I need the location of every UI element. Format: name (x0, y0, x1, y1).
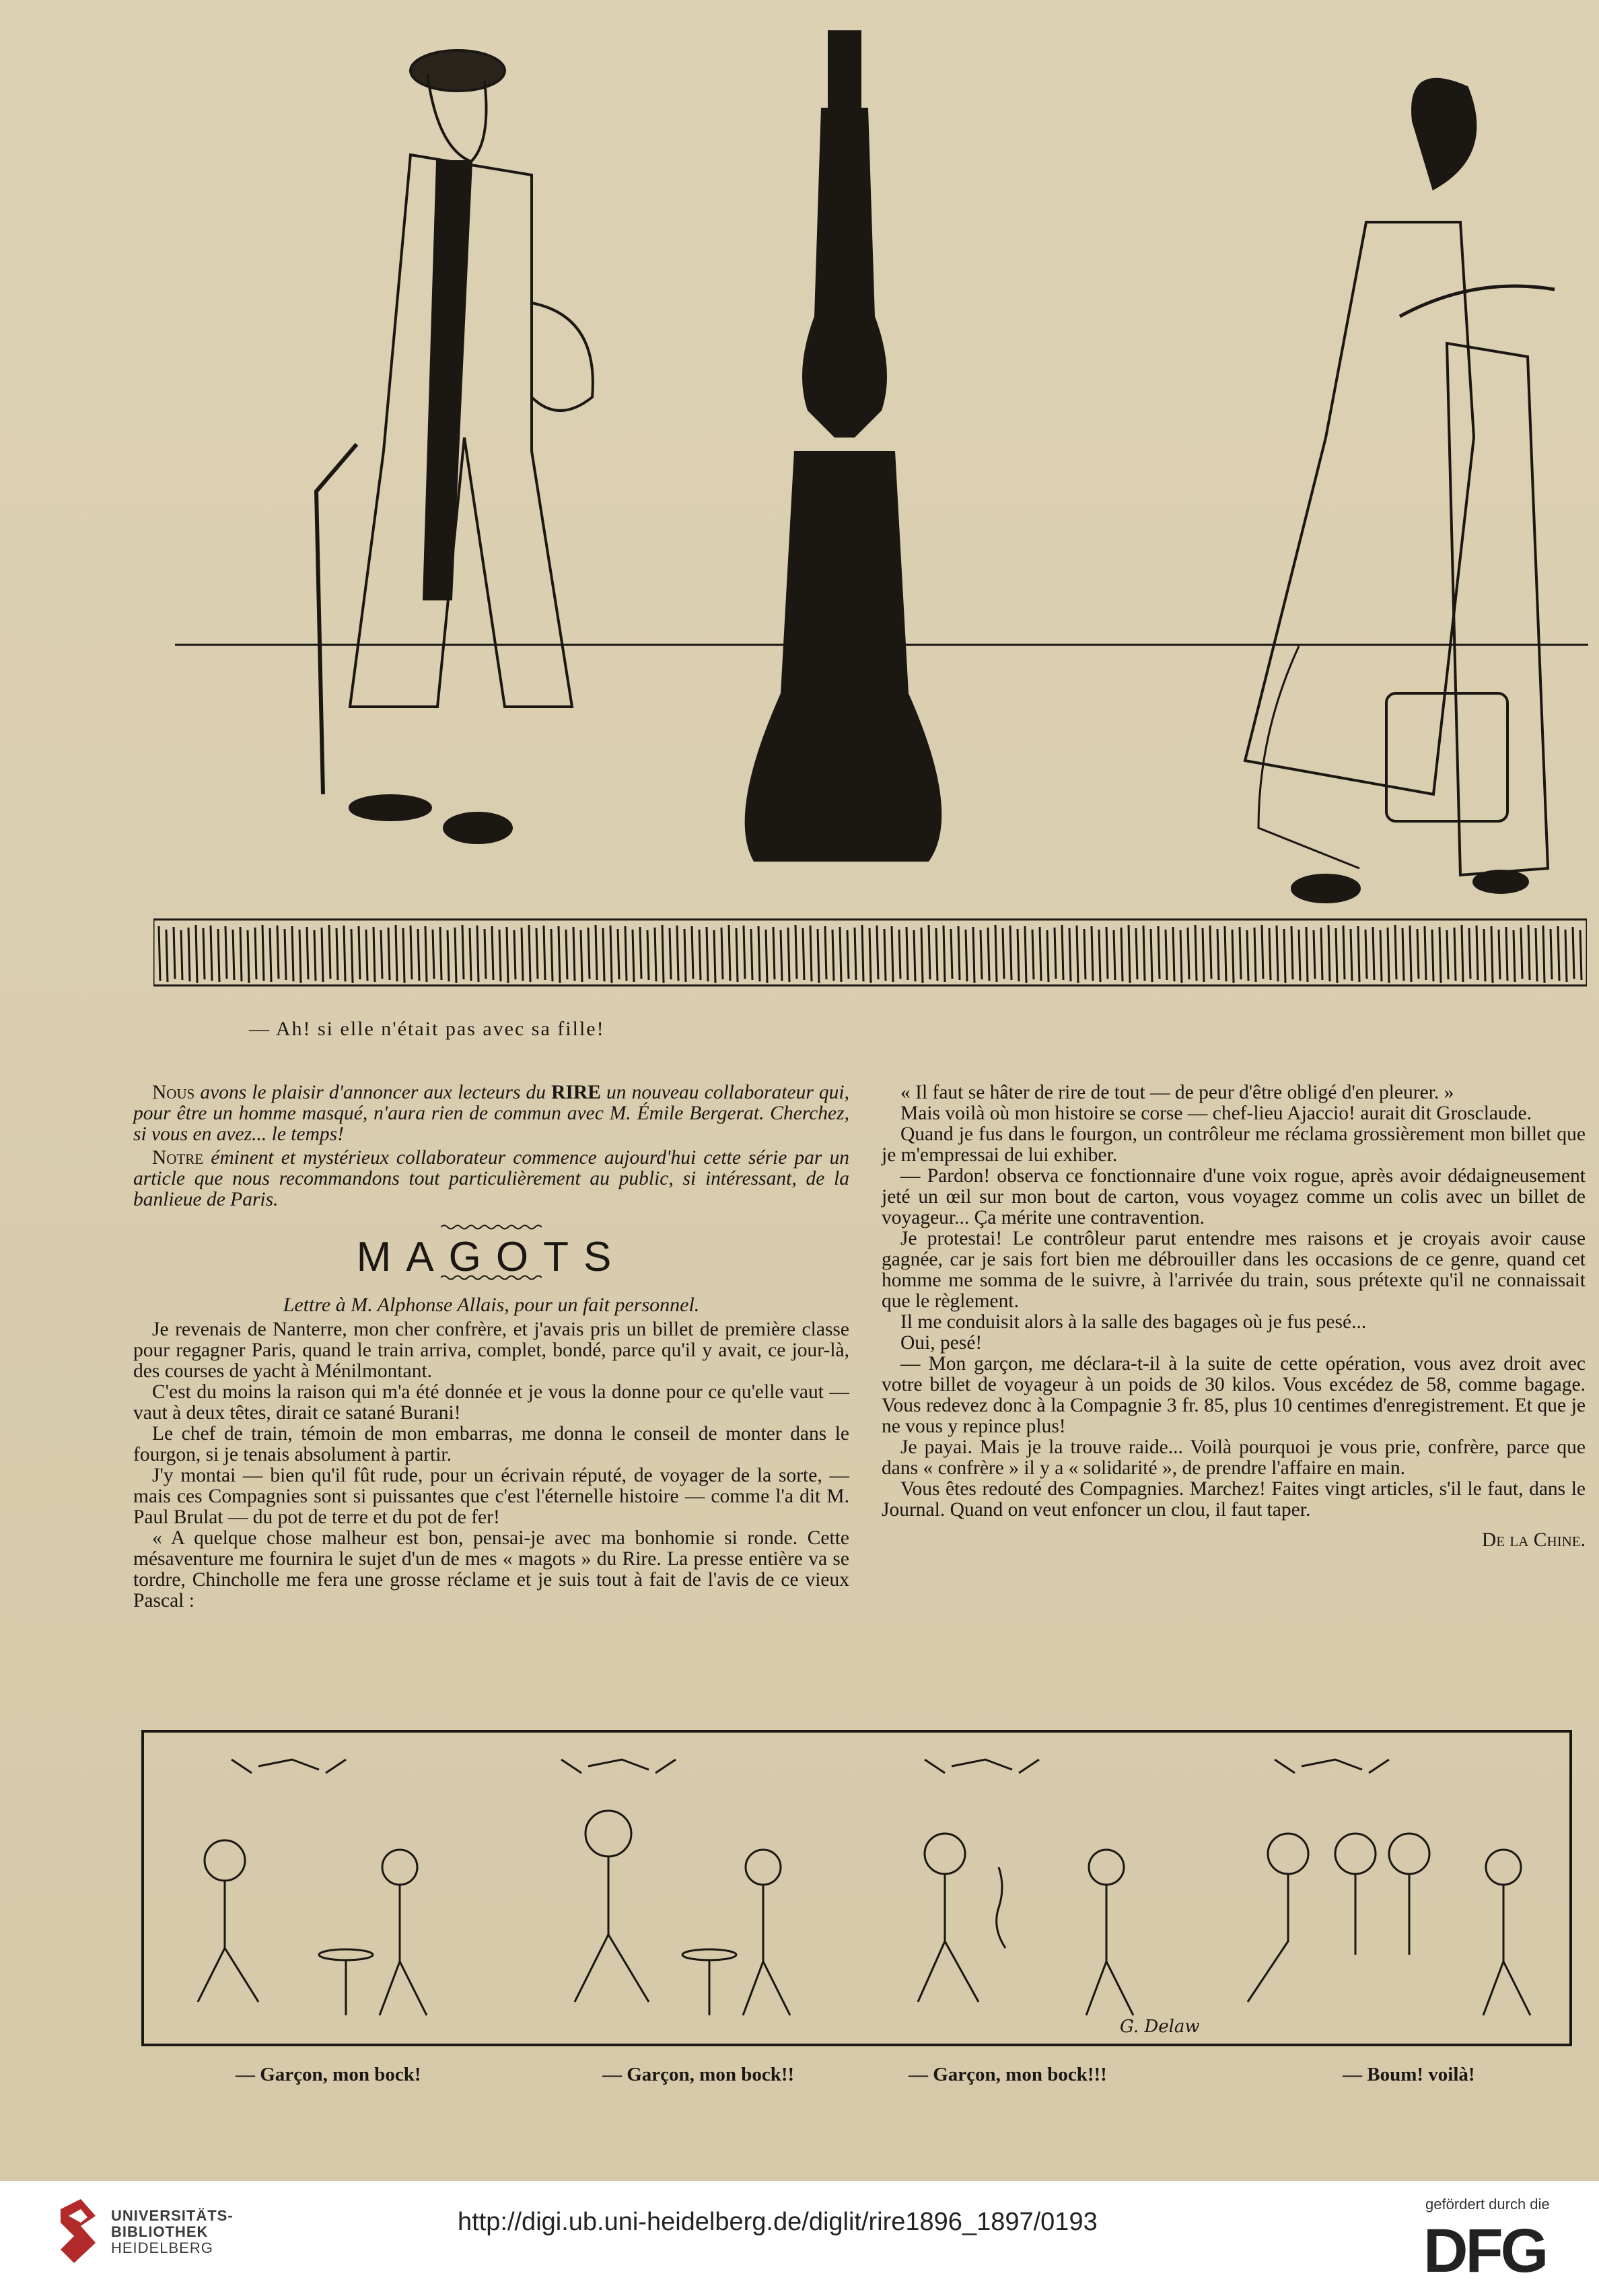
article-subtitle: Lettre à M. Alphonse Allais, pour un fait personnel. (283, 1294, 700, 1316)
hatch-stroke (1388, 928, 1389, 983)
hatch-stroke (640, 927, 641, 979)
hatch-stroke (1121, 928, 1123, 981)
hatch-stroke (1269, 928, 1271, 980)
hatch-stroke (721, 928, 723, 979)
hatch-stroke (1314, 930, 1315, 979)
article-signature: De la Chine. (1481, 1529, 1586, 1551)
hatch-stroke (758, 926, 760, 981)
right-column (882, 1082, 1586, 1551)
hatch-stroke (1129, 925, 1130, 983)
hatch-stroke (1240, 927, 1241, 979)
hatch-stroke (1232, 930, 1234, 983)
hatch-stroke (1143, 926, 1145, 981)
hatch-stroke (174, 927, 175, 979)
hatch-stroke (1543, 926, 1544, 983)
article-paragraph: Quand je fus dans le fourgon, un contrôleur me réclama grossièrement mon billet que je m'empressai de lui exhiber. (882, 1123, 1586, 1166)
hatch-stroke (744, 926, 745, 979)
artist-signature: G. Delaw (1120, 2017, 1200, 2037)
hatch-stroke (1432, 930, 1433, 981)
strip-caption-4: — Boum! voilà! (1343, 2064, 1475, 2085)
hatch-stroke (411, 926, 412, 979)
hatch-stroke (921, 928, 923, 983)
hatch-stroke (307, 927, 308, 979)
hatch-stroke (366, 930, 367, 981)
lamp-post (745, 30, 942, 862)
hatch-stroke (425, 926, 427, 982)
hatch-stroke (832, 930, 834, 981)
article-paragraph: Je protestai! Le contrôleur parut entendre mes raisons et je croyais avoir cause gagnée, car je sais fort bien me débrouiller dans les occasions de ce genre, quand cet homme me somma de le suivre, à l'arrivée du train, sous prétexte qu'il ne connaissait que le règlement. (882, 1228, 1586, 1312)
article-paragraph: Le chef de train, témoin de mon embarras, me donna le conseil de monter dans le fourgon, si je tenais absolument à partir. (133, 1423, 849, 1465)
hatch-stroke (1580, 930, 1582, 980)
man-figure (316, 50, 593, 843)
hatch-stroke (1395, 925, 1396, 979)
hatch-stroke (1151, 929, 1152, 982)
library-name: UNIVERSITÄTS- BIBLIOTHEK HEIDELBERG (111, 2207, 234, 2256)
hatch-stroke (248, 930, 249, 983)
hatch-stroke (233, 930, 234, 980)
hatch-stroke (662, 925, 664, 983)
comic-strip-drawing (144, 1733, 1569, 2044)
hatch-stroke (240, 927, 242, 981)
left-column (133, 1082, 849, 1611)
hatch-stroke (255, 928, 256, 979)
hatch-stroke (707, 927, 708, 981)
hatch-stroke (1284, 929, 1285, 983)
hatch-stroke (336, 928, 338, 980)
hatch-stroke (795, 925, 797, 979)
hatch-stroke (847, 930, 849, 979)
hatch-stroke (677, 926, 678, 981)
hatch-stroke (966, 930, 967, 981)
dfg-logo: DFG (1423, 2217, 1547, 2285)
hatch-stroke (862, 925, 863, 981)
hatch-stroke (1425, 926, 1426, 980)
hatch-stroke (188, 928, 190, 981)
hatch-stroke (1166, 930, 1167, 980)
hatch-stroke (1402, 928, 1404, 981)
hatch-stroke (1462, 925, 1463, 982)
hatch-stroke (403, 928, 404, 983)
hatch-stroke (566, 930, 567, 979)
hatch-stroke (929, 925, 930, 979)
hatch-stroke (1536, 928, 1537, 981)
hatch-stroke (1491, 926, 1493, 983)
hatch-stroke (995, 925, 997, 982)
hatch-stroke (1380, 930, 1382, 981)
hatch-stroke (877, 926, 878, 979)
hatch-stroke (1358, 926, 1359, 982)
hatch-stroke (973, 927, 974, 983)
hatch-stroke (203, 928, 205, 979)
hatch-stroke (1069, 928, 1071, 981)
hatch-stroke (588, 928, 590, 979)
hatch-stroke (1003, 928, 1004, 979)
hatch-stroke (633, 930, 634, 982)
hatch-stroke (1047, 930, 1049, 982)
panel-4 (1248, 1760, 1530, 2015)
article-paragraph: — Mon garçon, me déclara-t-il à la suite de cette opération, vous avez droit avec votre billet de voyageur à un poids de 30 kilos. Vous excédez de 58, comme bagage. Vous redevez donc à la Compagnie 3 fr. 85, plus 10 centimes d'enregistrement. Et que je ne vous y repince plus! (882, 1353, 1586, 1437)
ornament-divider (441, 1224, 542, 1230)
hatch-stroke (751, 929, 752, 980)
intro-paragraph-2: Notre éminent et mystérieux collaborateur commence aujourd'hui cette série par un article que nous recommandons tout particulièrement au public, si intéressant, de la banlieue de Paris. (133, 1147, 849, 1210)
illustration-caption: — Ah! si elle n'était pas avec sa fille! (249, 1018, 605, 1040)
hatch-stroke (181, 930, 182, 980)
hatch-stroke (699, 930, 701, 980)
hatch-stroke (299, 930, 301, 983)
hatch-stroke (196, 925, 197, 983)
hatch-stroke (914, 930, 915, 981)
hatch-stroke (884, 929, 886, 981)
hatch-stroke (485, 929, 486, 979)
hatch-stroke (1055, 928, 1056, 979)
hatch-stroke (1136, 928, 1137, 979)
panel-3 (918, 1760, 1133, 2015)
hatch-stroke (1440, 927, 1441, 983)
hatch-stroke (781, 930, 782, 981)
hatch-stroke (270, 928, 271, 982)
article-paragraph: Je revenais de Nanterre, mon cher confrère, et j'avais pris un billet de première classe pour regagner Paris, quand le train arriva, complet, bondé, parce qu'il y avait, ce jour-là, des courses de yacht à Ménilmontant. (133, 1319, 849, 1382)
hatch-stroke (899, 930, 900, 979)
hatch-stroke (1573, 927, 1574, 979)
hatch-stroke (396, 925, 397, 981)
hatch-stroke (1099, 930, 1100, 982)
hatch-stroke (1551, 929, 1552, 979)
hatch-stroke (314, 930, 316, 981)
hatch-stroke (573, 927, 575, 981)
article-title: MAGOTS (356, 1234, 627, 1280)
hatch-stroke (603, 928, 604, 981)
hatch-stroke (766, 930, 767, 983)
hatch-stroke (958, 926, 960, 980)
hatch-stroke (1114, 930, 1115, 980)
hatch-stroke (647, 930, 649, 980)
hatch-stroke (892, 926, 893, 982)
hatch-stroke (714, 930, 715, 983)
hatch-stroke (218, 929, 219, 982)
hatch-stroke (351, 929, 353, 983)
hatch-stroke (655, 928, 656, 981)
hatch-stroke (1173, 927, 1174, 981)
hatch-stroke (1277, 926, 1278, 981)
hatch-stroke (692, 926, 693, 979)
hatch-stroke (1528, 925, 1530, 980)
hatch-stroke (1365, 930, 1367, 979)
hatch-stroke (292, 926, 293, 981)
hatch-stroke (166, 930, 168, 982)
panel-1 (198, 1760, 427, 2015)
hatch-stroke (1565, 930, 1567, 982)
hatch-stroke (988, 928, 989, 981)
hatch-stroke (1217, 929, 1219, 980)
hatch-stroke (1447, 930, 1448, 979)
hatch-stroke (1321, 928, 1322, 980)
hatch-stroke (262, 925, 264, 981)
hatch-stroke (907, 927, 908, 980)
hatch-stroke (1158, 926, 1160, 979)
editorial-intro (133, 1082, 849, 1210)
mother-daughter-figure (1245, 79, 1555, 902)
hatch-stroke (1558, 926, 1559, 981)
hatch-stroke (1262, 925, 1263, 979)
hatch-stroke (773, 927, 775, 979)
hatch-stroke (1484, 929, 1485, 981)
strip-caption-1: — Garçon, mon bock! (236, 2064, 421, 2085)
hatch-stroke (1025, 926, 1026, 983)
university-logo-icon (54, 2196, 102, 2270)
hatch-stroke (381, 930, 382, 979)
hatch-stroke (788, 928, 789, 982)
hatch-stroke (1210, 926, 1211, 979)
hatch-stroke (869, 928, 871, 983)
footer-bar (0, 2181, 1599, 2296)
hatch-stroke (1092, 926, 1093, 981)
article-paragraph: — Pardon! observa ce fonctionnaire d'une voix rogue, après avoir dédaigneusement jeté un œil sur mon bout de carton, vous voyagez comme un colis avec un billet de voyageur... Ça mérite une contravention. (882, 1165, 1586, 1228)
hatch-stroke (1180, 930, 1182, 983)
hatch-stroke (1225, 926, 1226, 981)
hatch-stroke (1410, 926, 1411, 982)
hatch-stroke (610, 926, 612, 983)
article-paragraph: « Il faut se hâter de rire de tout — de peur d'être obligé d'en pleurer. » (900, 1082, 1454, 1103)
hatch-stroke (388, 928, 390, 980)
hatch-stroke (810, 926, 812, 981)
hatch-stroke (803, 928, 804, 980)
hatch-stroke (1306, 927, 1308, 982)
hatch-stroke (499, 930, 501, 981)
hatch-stroke (1247, 930, 1248, 981)
hatch-stroke (359, 926, 360, 979)
comic-strip (141, 1730, 1572, 2046)
document-url[interactable]: http://digi.ub.uni-heidelberg.de/diglit/rire1896_1897/0193 (458, 2208, 1098, 2236)
hatch-stroke (522, 928, 523, 981)
hatch-stroke (1454, 928, 1456, 981)
hatch-stroke (470, 928, 471, 981)
hatch-stroke (1040, 927, 1041, 981)
top-illustration (155, 20, 1595, 929)
hatch-stroke (1032, 930, 1034, 979)
hatch-stroke (492, 926, 493, 980)
funding-label: gefördert durch die (1425, 2196, 1550, 2213)
hatch-stroke (1328, 925, 1330, 981)
hatch-stroke (322, 928, 323, 982)
article-paragraph: C'est du moins la raison qui m'a été donnée et je vous la donne pour ce qu'elle vaut — vaut à deux têtes, dirait ce satané Burani! (133, 1381, 849, 1424)
hatch-stroke (625, 926, 627, 981)
hatch-stroke (736, 928, 738, 982)
hatch-stroke (936, 928, 937, 981)
hatch-stroke (544, 926, 545, 980)
hatch-stroke (825, 926, 826, 979)
article-paragraph: Oui, pesé! (900, 1332, 983, 1354)
hatch-stroke (1106, 927, 1108, 979)
hatch-stroke (159, 926, 160, 981)
hatch-stroke (448, 930, 449, 981)
hatch-stroke (277, 926, 279, 979)
hatch-stroke (581, 930, 582, 982)
hatch-stroke (1062, 925, 1063, 980)
hatch-stroke (729, 925, 730, 981)
hatch-stroke (211, 926, 212, 981)
strip-caption-3: — Garçon, mon bock!!! (909, 2064, 1107, 2085)
hatch-stroke (1195, 925, 1197, 981)
hatch-stroke (344, 926, 345, 981)
hatch-stroke (285, 929, 286, 980)
hatch-stroke (1477, 926, 1478, 980)
hatch-stroke (433, 930, 434, 979)
hatch-stroke (618, 929, 619, 979)
hatch-stroke (1506, 927, 1507, 981)
hatch-stroke (536, 928, 538, 979)
hatch-stroke (684, 929, 686, 982)
hatch-stroke (1018, 929, 1019, 981)
article-paragraph: J'y montai — bien qu'il fût rude, pour un écrivain réputé, de voyager de la sorte, — mais ces Compagnies sont si puissantes que c'est l'éternelle histoire — comme l'a dit M. Paul Brulat — du pot de terre et du pot de fer! (133, 1465, 849, 1528)
hatch-stroke (477, 926, 478, 982)
hatch-stroke (944, 926, 945, 982)
article-paragraph: Il me conduisit alors à la salle des bagages où je fus pesé... (900, 1311, 1367, 1333)
hatch-stroke (855, 928, 856, 980)
hatch-stroke (1343, 926, 1345, 979)
hatch-stroke (1514, 930, 1515, 982)
hatch-stroke (1499, 930, 1500, 979)
hatch-stroke (1291, 926, 1293, 979)
article-paragraph: Mais voilà où mon histoire se corse — chef-lieu Ajaccio! aurait dit Grosclaude. (900, 1103, 1532, 1124)
hatch-stroke (1188, 928, 1189, 979)
hatch-stroke (529, 925, 530, 982)
hatch-stroke (596, 925, 597, 980)
hatch-stroke (1254, 928, 1256, 982)
hatch-stroke (1203, 928, 1204, 982)
hatch-stroke (374, 927, 375, 982)
hatch-stroke (225, 926, 227, 979)
hatch-stroke (514, 930, 516, 979)
hatch-stroke (1336, 928, 1337, 983)
hatch-stroke (462, 925, 464, 979)
hatch-stroke (329, 925, 330, 979)
hatch-stroke (559, 926, 560, 983)
hatch-stroke (507, 927, 508, 983)
hatch-stroke (1010, 926, 1011, 980)
panel-2 (561, 1760, 790, 2015)
hatch-stroke (1077, 926, 1078, 983)
hatch-stroke (670, 928, 671, 979)
hatch-stroke (1373, 927, 1374, 980)
article-paragraph: Vous êtes redouté des Compagnies. Marchez! Faites vingt articles, s'il le faut, dans le Journal. Quand on veut enfoncer un clou, il faut taper. (882, 1478, 1586, 1521)
hatch-stroke (981, 930, 982, 979)
hatch-stroke (551, 929, 553, 981)
hatch-stroke (1469, 928, 1470, 979)
hatch-stroke (418, 929, 419, 981)
article-paragraph: Je payai. Mais je la trouve raide... Voilà pourquoi je vous prie, confrère, parce que dans « confrère » il y a « solidarité », de prendre l'affaire en main. (882, 1436, 1586, 1479)
hatch-stroke (1521, 928, 1522, 979)
hatch-stroke (455, 928, 456, 983)
article-paragraph: « A quelque chose malheur est bon, pensai-je avec ma bonhomie si ronde. Cette mésaventure me fournira le sujet d'un de mes « magots » du Rire. La presse entière va se tordre, Chincholle me fera une grosse réclame et je suis tout à fait de l'avis de ce vieux Pascal : (133, 1527, 849, 1611)
hatch-stroke (818, 929, 819, 983)
hatch-stroke (840, 927, 841, 982)
strip-caption-2: — Garçon, mon bock!! (602, 2064, 795, 2085)
hatch-stroke (1084, 929, 1086, 979)
hatched-band (153, 915, 1587, 989)
hatch-stroke (440, 927, 441, 980)
hatch-stroke (951, 929, 952, 979)
hatch-stroke (1299, 930, 1300, 981)
hatch-stroke (1417, 929, 1419, 979)
intro-paragraph-1: Nous avons le plaisir d'annoncer aux lecteurs du RIRE un nouveau collaborateur qui, pour être un homme masqué, n'aura rien de commun avec M. Émile Bergerat. Cherchez, si vous en avez... le temps! (133, 1082, 849, 1145)
hatch-stroke (1351, 929, 1352, 981)
